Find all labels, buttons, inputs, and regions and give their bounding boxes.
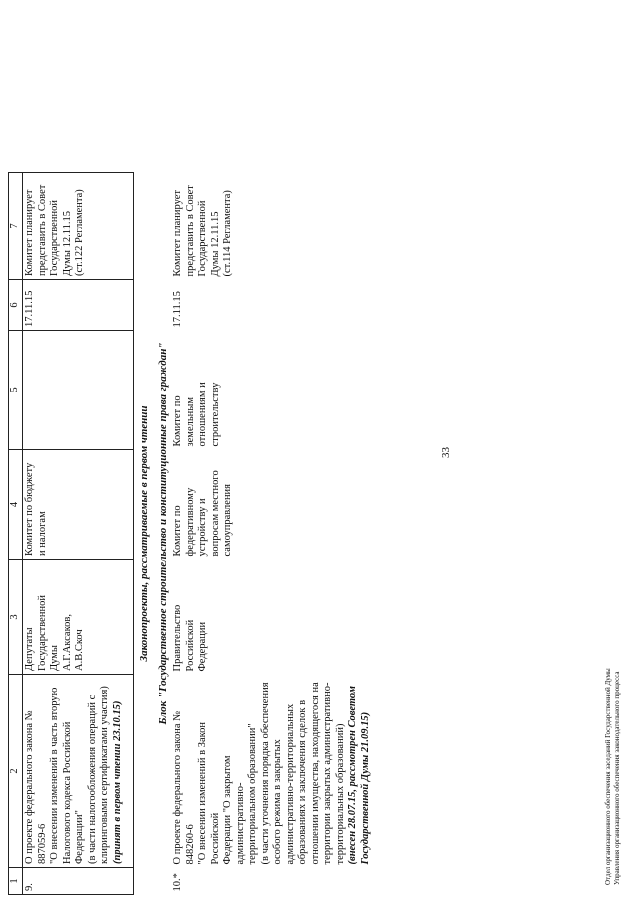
bill-title-line: территориальном образовании"	[247, 723, 258, 865]
column-header: 2	[9, 675, 23, 868]
column-header: 3	[9, 560, 23, 675]
bill-title-line: О проекте федерального закона № 887059-6	[24, 710, 48, 864]
plan-line: представить в Совет	[36, 184, 48, 276]
bill-title-line: особого режима в закрытых	[272, 739, 283, 865]
initiator	[171, 560, 373, 675]
bill-title-line: Налогового кодекса Российской Федерации"	[61, 721, 85, 864]
initiator-line: А.В.Скоч	[74, 629, 85, 671]
bill-title	[171, 675, 373, 868]
bill-title	[23, 675, 134, 868]
initiator-line: Правительство	[172, 604, 183, 672]
item-number: 10.*	[172, 873, 183, 892]
page-number: 33	[440, 447, 452, 458]
plan-note	[171, 173, 373, 280]
bill-title-line: "О внесении изменений в Закон Российской	[197, 721, 221, 865]
co-committee-line: отношениям и	[197, 382, 208, 447]
column-header: 7	[9, 173, 23, 280]
bill-note: Государственной Думы 21.09.15)	[359, 711, 371, 865]
initiator-line: Федерации	[197, 621, 208, 672]
plan-line: (ст.114 Регламента)	[222, 190, 233, 277]
committee-line: самоуправления	[222, 483, 233, 557]
responsible-committee	[23, 450, 134, 560]
bill-title-line: О проекте федерального закона № 848260-6	[172, 710, 196, 865]
initiator-line: Депутаты	[24, 627, 35, 671]
footer	[604, 668, 622, 885]
bill-title-line: отношении имущества, находящегося на	[309, 682, 321, 865]
co-committee	[23, 331, 134, 450]
column-header: 4	[9, 450, 23, 560]
bill-title-line: "О внесении изменений в часть вторую	[49, 687, 60, 864]
committee-line: федеративному	[184, 487, 196, 557]
table-row	[23, 173, 134, 895]
bill-title-line: административно-территориальных	[284, 703, 296, 865]
plan-note	[23, 173, 134, 280]
bill-note: (принят в первом чтении 23.10.15)	[111, 700, 123, 864]
plan-line: Государственной	[49, 200, 60, 276]
committee-line: устройству и	[197, 498, 208, 557]
footer-line: Управления организационного обеспечения законодательного процесса	[613, 671, 621, 885]
co-committee-line: Комитет по	[172, 395, 183, 447]
plan-line: Государственной	[197, 200, 208, 277]
date: 17.11.15	[172, 291, 183, 328]
section-row	[134, 173, 153, 895]
plan-line: (ст.122 Регламента)	[74, 189, 85, 276]
bill-title-line: Федерации "О закрытом административно-	[222, 755, 246, 865]
column-header: 1	[9, 868, 23, 895]
committee-line: Комитет по бюджету	[24, 462, 35, 556]
bill-title-line: территории закрытых административно-	[322, 682, 333, 865]
committee-line: вопросам местного	[209, 470, 221, 557]
initiator-line: Думы	[49, 645, 60, 671]
initiator-line: Российской	[184, 619, 196, 672]
initiator	[23, 560, 134, 675]
bill-note: (внесен 28.07.15, рассмотрен Советом	[347, 686, 358, 865]
column-header: 5	[9, 331, 23, 450]
date: 17.11.15	[23, 280, 134, 331]
plan-line: Думы 12.11.15	[61, 211, 73, 276]
bill-title-line: территориальных образований)	[334, 723, 346, 865]
column-header-row	[9, 173, 23, 895]
responsible-committee	[171, 450, 373, 560]
bill-title-line: клиринговыми сертификатами участия)	[99, 686, 110, 864]
plan-line: представить в Совет	[184, 185, 196, 277]
committee-line: и налогам	[36, 511, 48, 556]
bill-title-line: (в части уточнения порядка обеспечения	[259, 682, 271, 865]
section-title: Законопроекты, рассматриваемые в первом чтении	[134, 173, 153, 895]
initiator-line: А.Г.Аксаков,	[61, 614, 73, 671]
block-title: Блок "Государственное строительство и конституционные права граждан"	[156, 342, 169, 725]
footer-line: Отдел организационного обеспечения заседаний Государственной Думы	[604, 668, 612, 885]
bill-title-line: образованиях и заключения сделок в	[297, 699, 308, 865]
co-committee-line: земельным	[184, 397, 196, 447]
plan-line: Комитет планирует	[172, 190, 183, 277]
block-row	[153, 173, 172, 895]
co-committee-line: строительству	[209, 382, 221, 447]
item-number: 9.	[23, 868, 134, 895]
agenda-table	[8, 172, 373, 895]
bill-title-line: (в части налогообложения операций с	[86, 694, 98, 864]
table-row	[171, 173, 373, 895]
plan-line: Комитет планирует	[24, 189, 35, 276]
plan-line: Думы 12.11.15	[209, 211, 221, 277]
initiator-line: Государственной	[36, 595, 48, 671]
committee-line: Комитет по	[172, 505, 183, 557]
co-committee	[171, 331, 373, 450]
column-header: 6	[9, 280, 23, 331]
